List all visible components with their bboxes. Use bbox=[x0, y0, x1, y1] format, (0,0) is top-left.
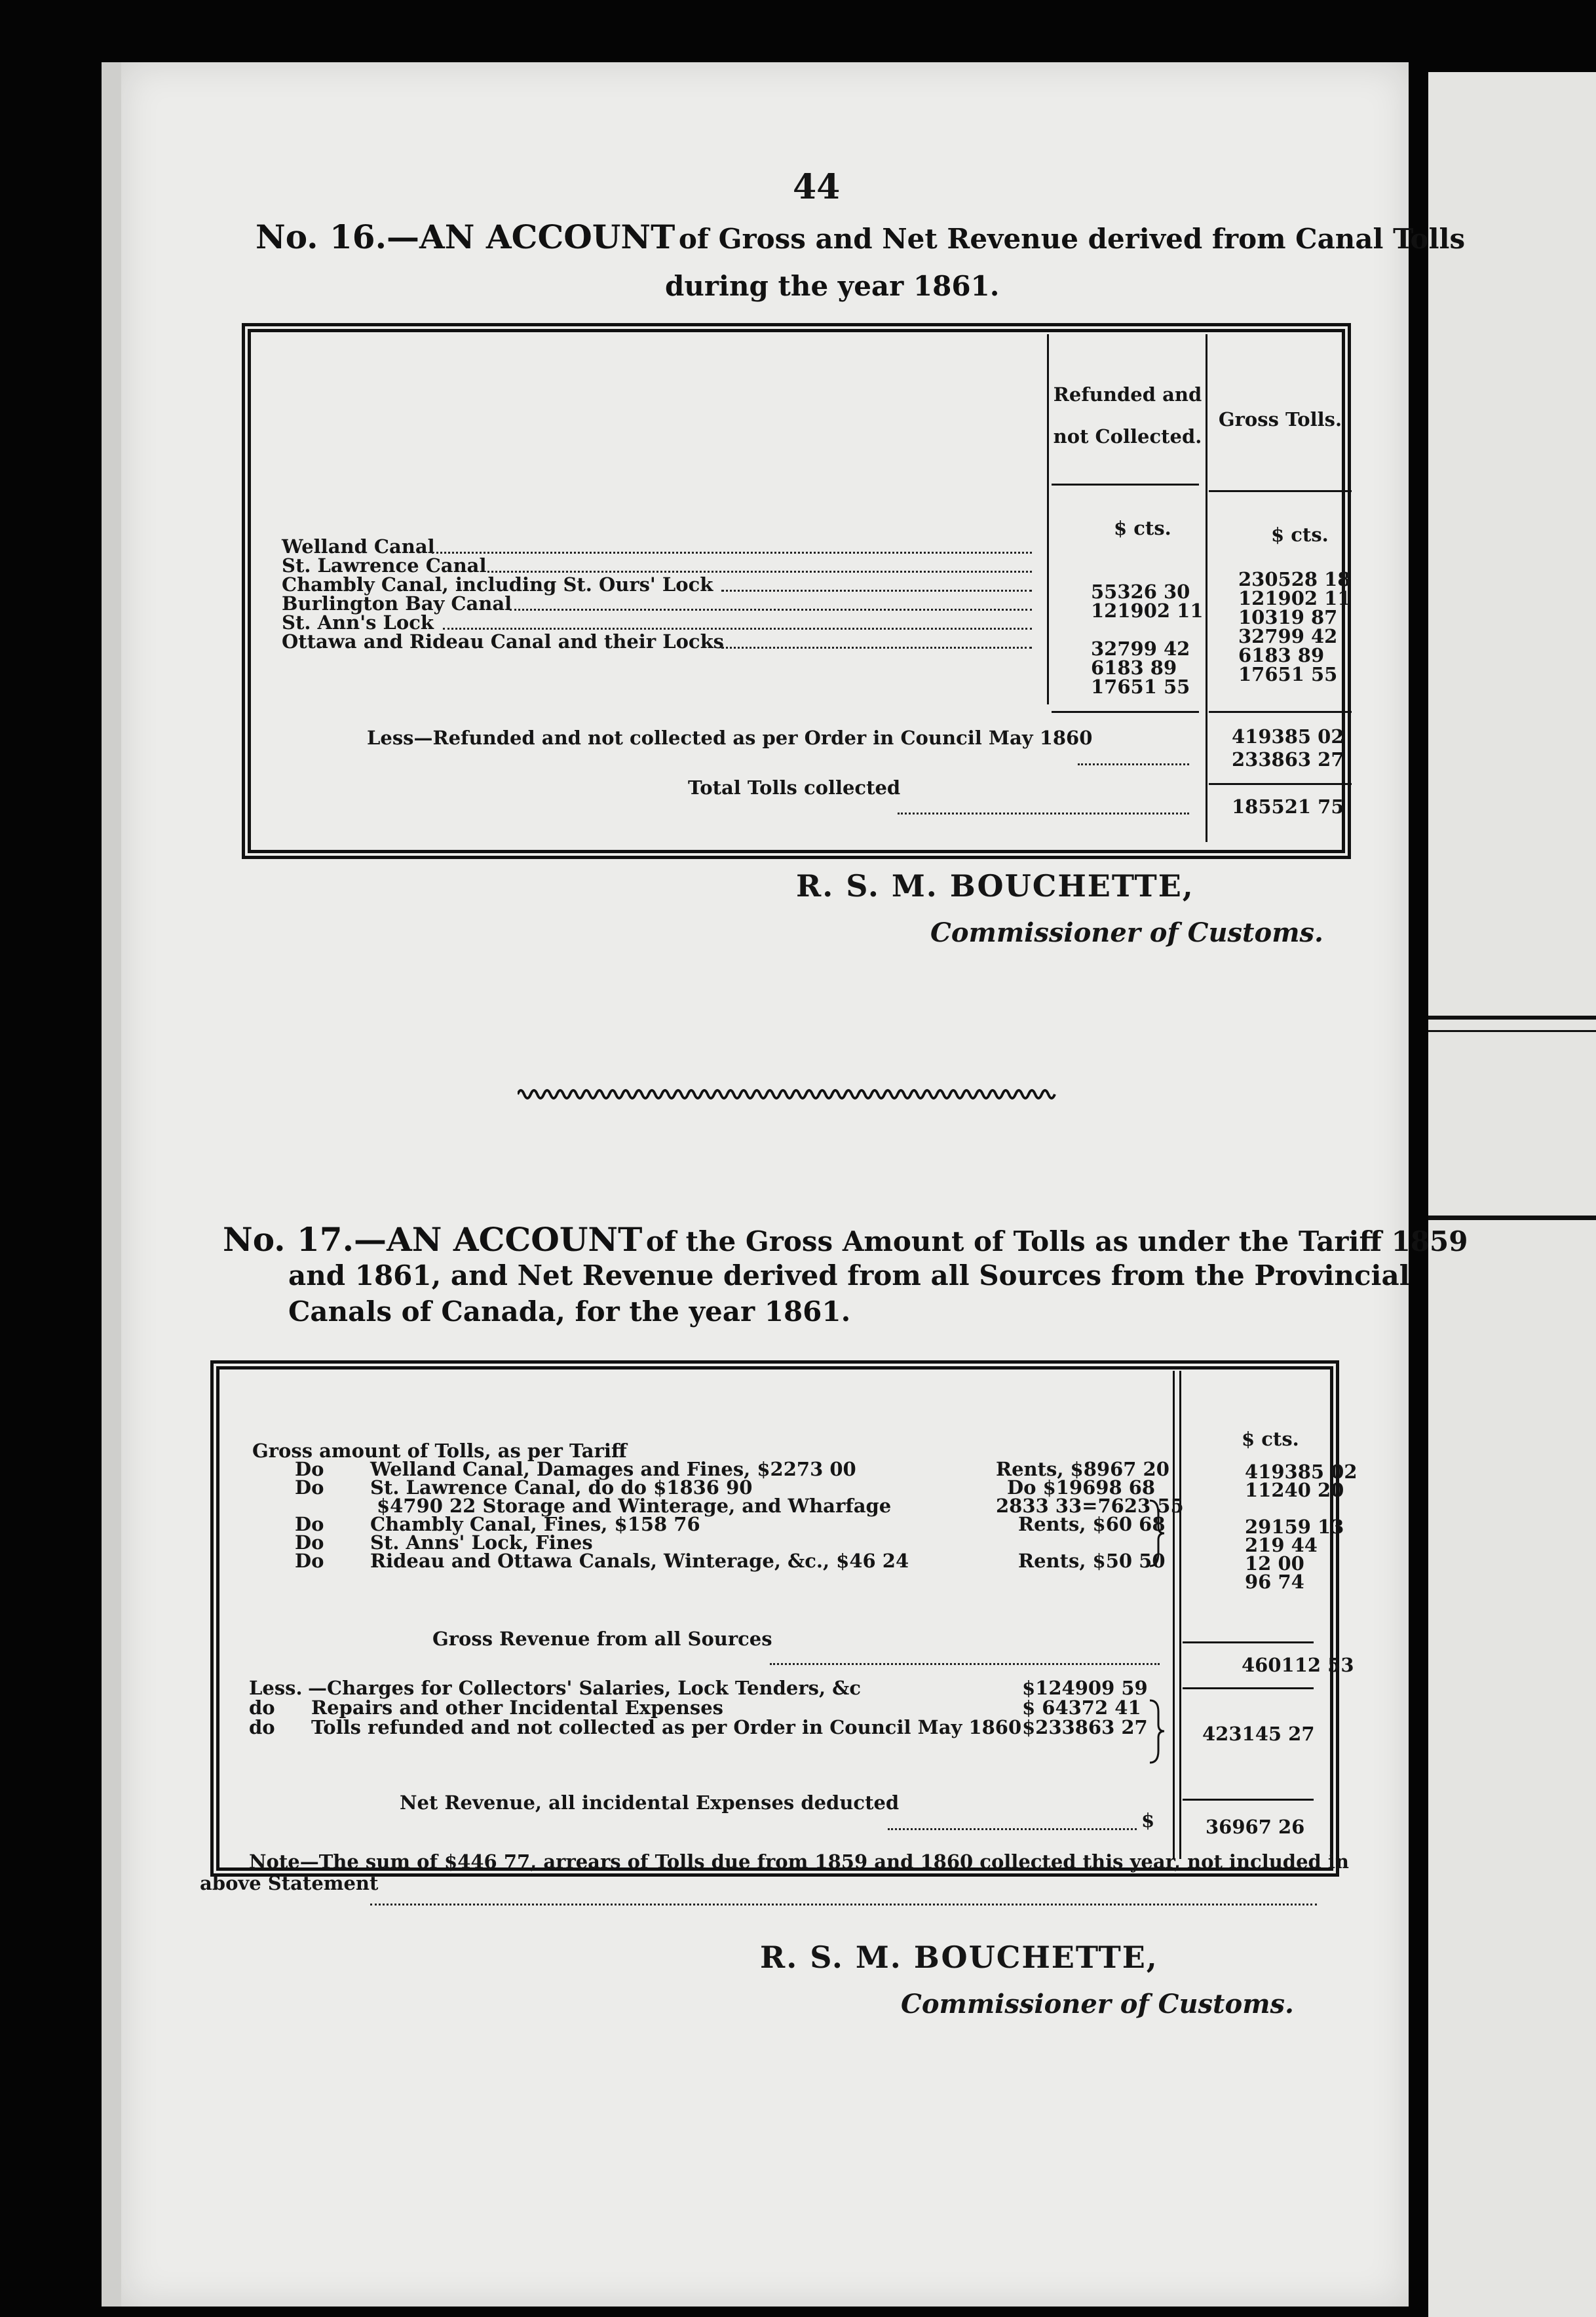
table17-net-value: 36967 26 bbox=[1206, 1816, 1305, 1838]
signature1-name: R. S. M. BOUCHETTE, bbox=[796, 868, 1194, 904]
leader-dots bbox=[443, 628, 1032, 630]
table17-note-line2: above Statement bbox=[200, 1872, 379, 1894]
table16-col1-units: $ cts. bbox=[1114, 517, 1171, 539]
leader-dots bbox=[510, 609, 1032, 611]
leader-dots bbox=[721, 647, 1032, 649]
table16-row-label: Welland Canal bbox=[282, 535, 435, 558]
table17-row-value: 12 00 bbox=[1245, 1552, 1304, 1575]
table17-row-value: 219 44 bbox=[1245, 1534, 1318, 1556]
table17-less-label: Repairs and other Incidental Expenses bbox=[311, 1696, 723, 1719]
table16-less-label: Less—Refunded and not collected as per Order in Council May 1860 bbox=[367, 727, 1093, 749]
table16-row-gross: 230528 18 bbox=[1238, 568, 1351, 590]
table16-col2-header: Gross Tolls. bbox=[1218, 408, 1342, 431]
table17-net-label: Net Revenue, all incidental Expenses deducted bbox=[400, 1791, 900, 1814]
table17-less-label: Tolls refunded and not collected as per Order in Council May 1860 bbox=[311, 1716, 1022, 1738]
table17-units: $ cts. bbox=[1242, 1428, 1299, 1450]
table16-row-gross: 10319 87 bbox=[1238, 606, 1338, 628]
table17-rule bbox=[1183, 1687, 1314, 1689]
table16-row-gross: 121902 11 bbox=[1238, 587, 1351, 609]
table17-row-value: 419385 02 bbox=[1245, 1461, 1358, 1483]
table17-less-prefix: Less. bbox=[249, 1677, 303, 1699]
table17-rule bbox=[1183, 1641, 1314, 1643]
leader-dots bbox=[432, 552, 1032, 554]
table17-row-prefix: Do bbox=[295, 1458, 324, 1480]
table17-row-prefix: Do bbox=[295, 1550, 324, 1572]
table17-row-value: 11240 20 bbox=[1245, 1479, 1344, 1501]
table17-row-label: St. Lawrence Canal, do do $1836 90 bbox=[370, 1476, 753, 1499]
table16-row-refunded: 32799 42 bbox=[1091, 638, 1190, 660]
table17-row-right: 2833 33=7623 55 bbox=[996, 1495, 1184, 1517]
table17-less-prefix: do bbox=[249, 1696, 275, 1719]
table17-row-label: $4790 22 Storage and Winterage, and Wharfage bbox=[377, 1495, 892, 1517]
table16-header-rule bbox=[1209, 490, 1352, 492]
table17-title-line3-text: Canals of Canada, for the year 1861. bbox=[288, 1295, 851, 1328]
table16-total-rule bbox=[1209, 783, 1352, 785]
table17-less-label: —Charges for Collectors' Salaries, Lock Tenders, &c bbox=[308, 1677, 862, 1699]
table17-less-prefix: do bbox=[249, 1716, 275, 1738]
table17-net-dollar: $ bbox=[1141, 1809, 1155, 1831]
facing-page-rule bbox=[1428, 1216, 1596, 1220]
table17-divider bbox=[1173, 1371, 1175, 1859]
leader-dots bbox=[888, 1828, 1137, 1830]
table17-title-line2-text: and 1861, and Net Revenue derived from all Sources from the Provincial bbox=[288, 1259, 1410, 1292]
table17-row-prefix: Do bbox=[295, 1476, 324, 1499]
leader-dots bbox=[1078, 763, 1189, 765]
table16-row-refunded: 17651 55 bbox=[1091, 676, 1190, 698]
table17-title bbox=[223, 1220, 1468, 1262]
table16-col2-units: $ cts. bbox=[1271, 524, 1329, 546]
table16-sum-gross: 419385 02 bbox=[1232, 725, 1344, 748]
table16-row-label: Burlington Bay Canal bbox=[282, 592, 512, 615]
table16-header-rule bbox=[1052, 484, 1199, 486]
table17-rule bbox=[1183, 1799, 1314, 1801]
table16-col1-header-line2: not Collected. bbox=[1053, 425, 1202, 448]
facing-page-rule bbox=[1428, 1016, 1596, 1020]
table16-title bbox=[256, 218, 1466, 259]
page-number: 44 bbox=[793, 167, 841, 207]
table16-title-rest: of Gross and Net Revenue derived from Canal Tolls bbox=[678, 223, 1466, 255]
signature2-name: R. S. M. BOUCHETTE, bbox=[760, 1940, 1158, 1975]
table17-less-amount: $ 64372 41 bbox=[1022, 1696, 1141, 1719]
table16-row-label: St. Lawrence Canal bbox=[282, 554, 487, 577]
table16-row-refunded: 121902 11 bbox=[1091, 600, 1204, 622]
table16-row-refunded: 55326 30 bbox=[1091, 581, 1190, 603]
table16-col1-header bbox=[1052, 373, 1204, 457]
table17-gross-label: Gross Revenue from all Sources bbox=[432, 1628, 772, 1650]
table16-row-gross: 32799 42 bbox=[1238, 625, 1338, 647]
table17-row-right: Rents, $8967 20 bbox=[996, 1458, 1169, 1480]
signature1-role: Commissioner of Customs. bbox=[930, 917, 1323, 948]
table17-title-line2 bbox=[288, 1261, 1410, 1296]
table17-row-label: Chambly Canal, Fines, $158 76 bbox=[370, 1513, 700, 1535]
table16-title-line2 bbox=[665, 272, 999, 307]
table17-less-amount: $124909 59 bbox=[1022, 1677, 1148, 1699]
facing-page bbox=[1428, 72, 1596, 2317]
table16-sum-rule bbox=[1209, 711, 1352, 713]
table17-row-label: Gross amount of Tolls, as per Tariff bbox=[252, 1440, 627, 1462]
table16-row-refunded: 6183 89 bbox=[1091, 657, 1177, 679]
table17-note-line1: Note—The sum of $446 77, arrears of Tolls due from 1859 and 1860 collected this year, not included in bbox=[249, 1850, 1349, 1873]
table17-title-line3 bbox=[288, 1297, 850, 1332]
table16-less-value: 233863 27 bbox=[1232, 748, 1344, 771]
brace-icon bbox=[1147, 1697, 1166, 1766]
table16-title-line2-text: during the year 1861. bbox=[665, 270, 1000, 302]
table17-row-right: Rents, $50 50 bbox=[1018, 1550, 1166, 1572]
table17-row-right: Do $19698 68 bbox=[1007, 1476, 1156, 1499]
leader-dots bbox=[898, 813, 1189, 814]
table17-divider bbox=[1179, 1371, 1181, 1859]
table16-row-gross: 17651 55 bbox=[1238, 663, 1338, 685]
table17-row-right: Rents, $60 68 bbox=[1018, 1513, 1166, 1535]
table17-less-amount: $233863 27 bbox=[1022, 1716, 1148, 1738]
table16-row-label: St. Ann's Lock bbox=[282, 611, 434, 634]
table16-total-value: 185521 75 bbox=[1232, 795, 1344, 818]
table16-col1-header-line1: Refunded and bbox=[1053, 383, 1202, 406]
table17-title-lead: No. 17.—AN ACCOUNT bbox=[223, 1220, 643, 1259]
wavy-divider bbox=[518, 1081, 1061, 1107]
leader-dots bbox=[370, 1904, 1317, 1905]
leader-dots bbox=[770, 1663, 1160, 1665]
table17-gross-value: 460112 53 bbox=[1242, 1654, 1354, 1676]
facing-page-rule bbox=[1428, 1030, 1596, 1032]
table17-row-value: 29159 13 bbox=[1245, 1516, 1344, 1538]
brace-icon bbox=[1147, 1497, 1166, 1569]
leader-dots bbox=[487, 571, 1032, 573]
table17-row-prefix: Do bbox=[295, 1513, 324, 1535]
table17-row-label: St. Anns' Lock, Fines bbox=[370, 1531, 593, 1554]
table16-row-label: Chambly Canal, including St. Ours' Lock bbox=[282, 573, 713, 596]
table16-sum-rule bbox=[1052, 711, 1199, 713]
table16-total-label: Total Tolls collected bbox=[688, 776, 901, 799]
table17-row-label: Rideau and Ottawa Canals, Winterage, &c., $46 24 bbox=[370, 1550, 909, 1572]
table17-row-value: 96 74 bbox=[1245, 1571, 1304, 1593]
table16-divider bbox=[1047, 334, 1049, 704]
table17-row-label: Welland Canal, Damages and Fines, $2273 00 bbox=[370, 1458, 856, 1480]
table17-less-total: 423145 27 bbox=[1202, 1723, 1315, 1745]
table17-row-prefix: Do bbox=[295, 1531, 324, 1554]
table16-row-gross: 6183 89 bbox=[1238, 644, 1325, 666]
table16-row-label: Ottawa and Rideau Canal and their Locks bbox=[282, 630, 725, 653]
table16-divider bbox=[1206, 334, 1207, 842]
table16-title-lead: No. 16.—AN ACCOUNT bbox=[256, 218, 675, 256]
leader-dots bbox=[721, 590, 1032, 592]
signature2-role: Commissioner of Customs. bbox=[901, 1989, 1294, 2020]
table17-title-rest: of the Gross Amount of Tolls as under the Tariff 1859 bbox=[645, 1225, 1468, 1257]
